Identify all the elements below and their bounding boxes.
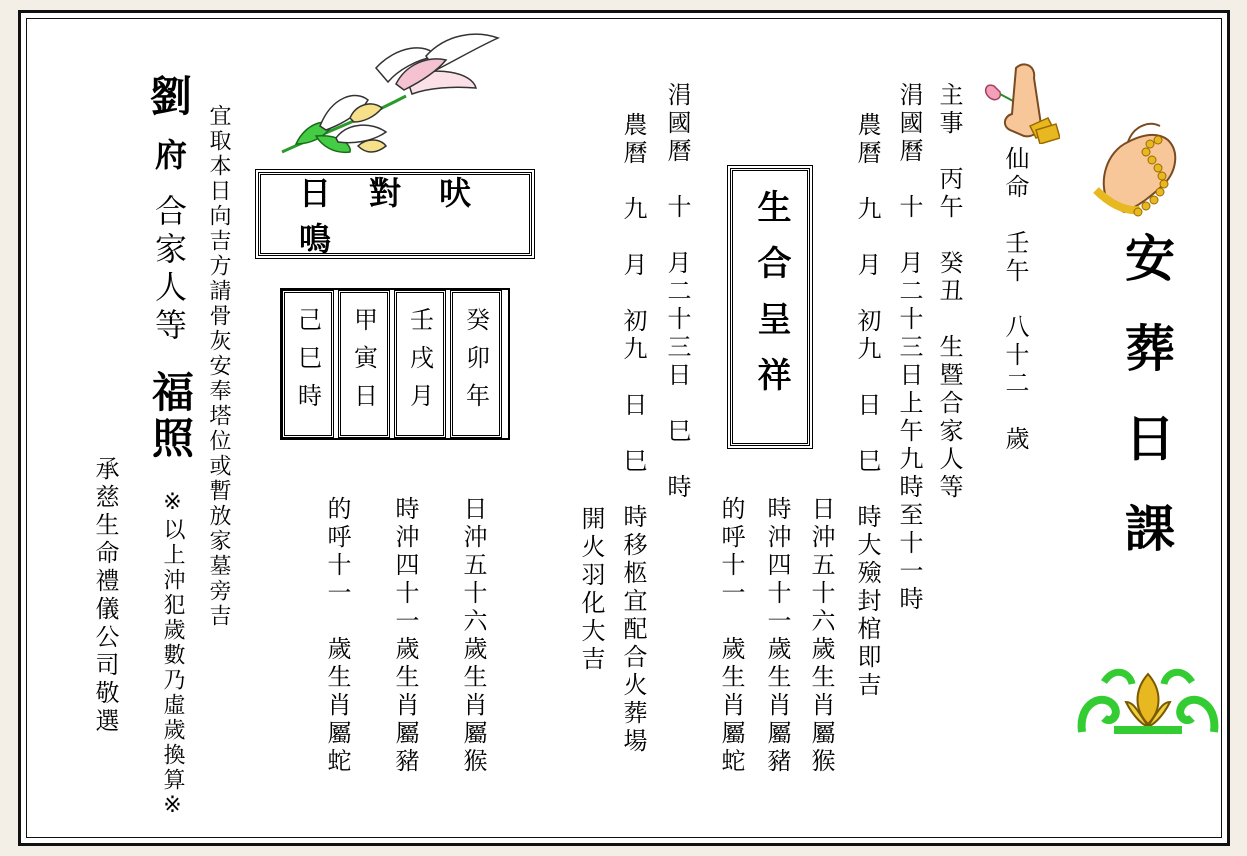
pillar-year: 癸卯年 [450, 290, 502, 438]
header-box [258, 172, 532, 256]
blessing-text: 生合呈祥 [751, 189, 791, 413]
clash-hour-line: 時沖四十一歲生肖屬豬 [763, 496, 791, 776]
move-date-lunar: 農曆 九 月 初九 日 巳 時移柩宜配合火葬場 [619, 112, 647, 756]
encoffin-date-lunar: 農曆 九 月 初九 日 巳 時大殮封棺即吉 [853, 112, 881, 700]
pillar-hour: 己巳時 [282, 290, 334, 438]
host-line: 主事 丙午 癸丑 生暨合家人等 [935, 82, 963, 502]
move-date-gregorian: 涓國曆 十 月二十三日 巳 時 [663, 82, 691, 502]
pillar-month: 壬戌月 [394, 290, 446, 438]
clash-hour-line-2: 時沖四十一歲生肖屬豬 [391, 496, 419, 776]
family-name-char: 府 [150, 138, 188, 176]
family-surname: 劉 [144, 74, 193, 120]
age-note: ※以上沖犯歲數乃虛歲換算※ [160, 490, 185, 821]
family-members: 合家人等 [150, 194, 188, 346]
hand-rosary-icon [1088, 112, 1186, 222]
page-title: 安葬日課 [1117, 232, 1175, 592]
clash-day-line-2: 日沖五十六歲生肖屬猴 [459, 496, 487, 776]
clash-day-line: 日沖五十六歲生肖屬猴 [807, 496, 835, 776]
family-blessing: 福照 [146, 370, 195, 462]
encoffin-date-gregorian: 涓國曆 十 月二十三日上午九時至十一時 [895, 82, 923, 614]
hand-lotus-icon [980, 58, 1060, 144]
advice-line: 宜取本日向吉方請骨灰安奉塔位或暫放家墓旁吉 [206, 104, 231, 629]
pillars-grid [280, 288, 510, 440]
clash-hu-line-2: 的呼十一 歲生肖屬蛇 [323, 496, 351, 776]
pillar-day: 甲寅日 [338, 290, 390, 438]
cremation-line: 開火羽化大吉 [577, 506, 605, 674]
header-box-text: 日對吠鳴 [299, 174, 510, 258]
clash-hu-line: 的呼十一 歲生肖屬蛇 [717, 496, 745, 776]
blessing-box [730, 168, 810, 446]
lotus-scroll-icon [1074, 662, 1222, 740]
deceased-age-line: 仙命 壬午 八十二 歲 [1001, 146, 1029, 454]
company-signature: 承慈生命禮儀公司敬選 [91, 456, 119, 736]
lily-flower-icon [276, 26, 502, 166]
